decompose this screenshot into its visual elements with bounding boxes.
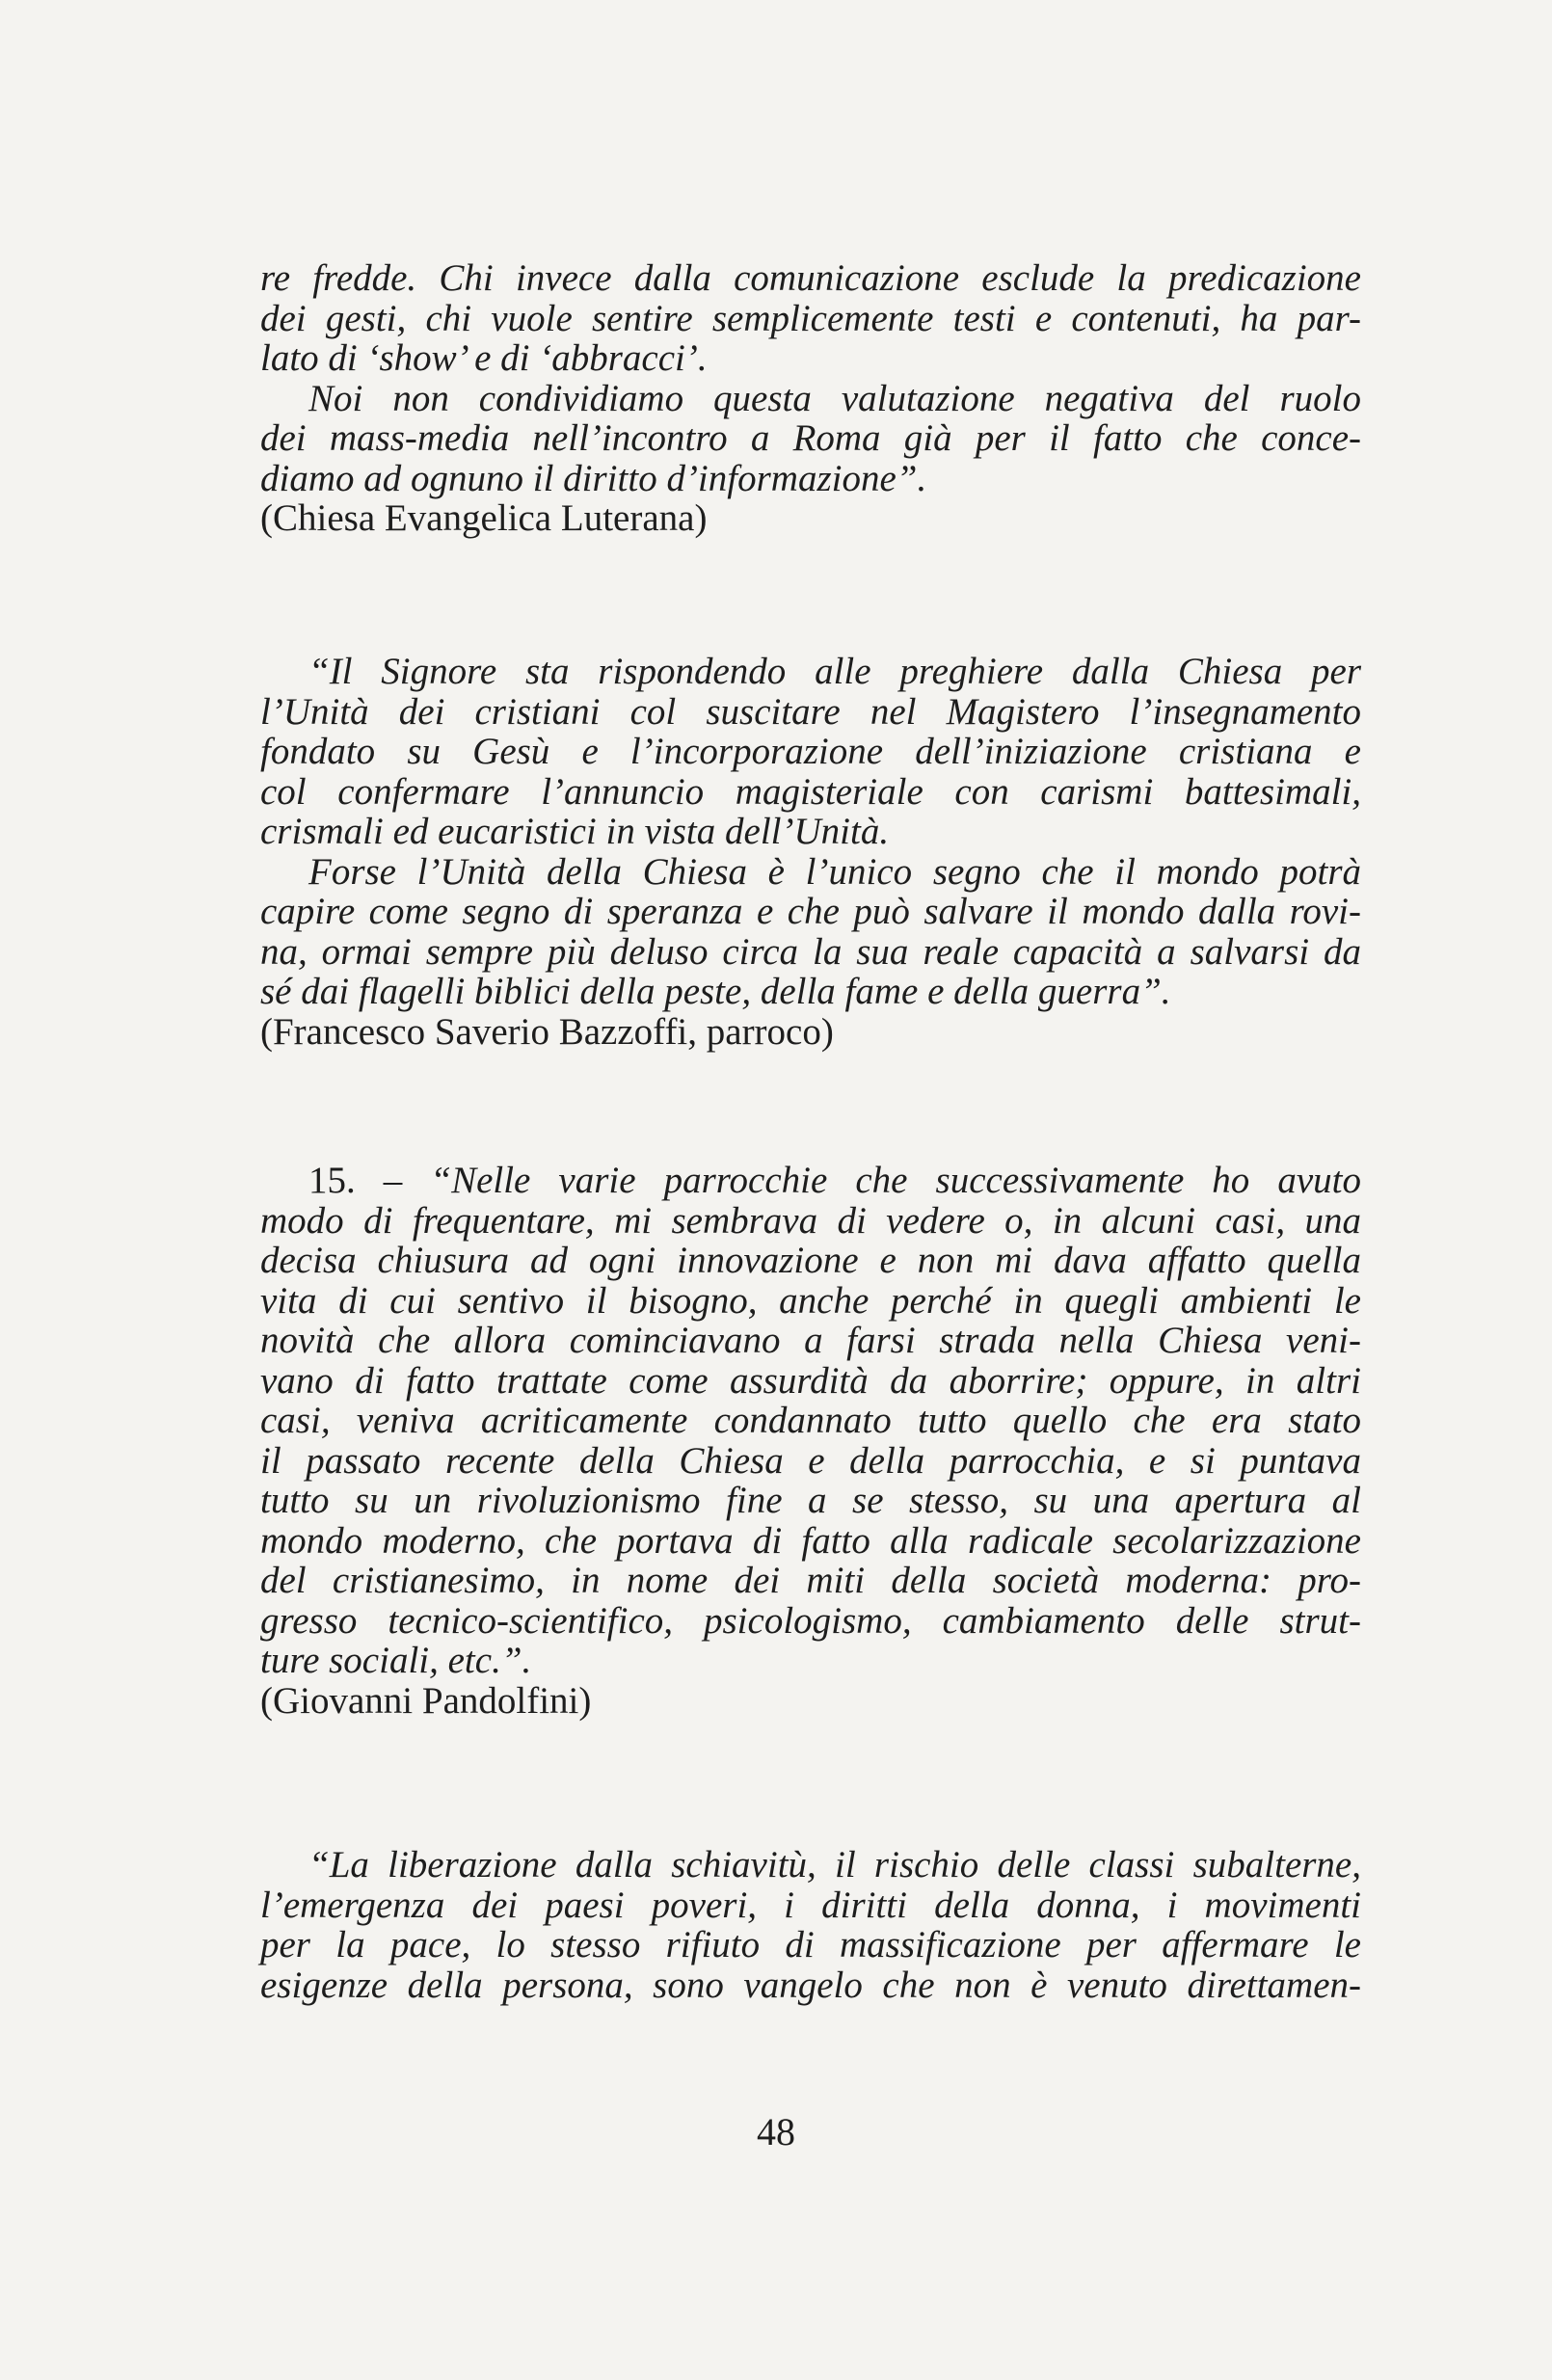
text-line: vano di fatto trattate come assurdità da aborrire; oppure, in altri xyxy=(260,1359,1361,1402)
text-line: dei mass-media nell’incontro a Roma già per il fatto che conce- xyxy=(260,417,1361,459)
text-line: sé dai flagelli biblici della peste, della fame e della guerra”. xyxy=(260,971,1171,1012)
section-number: 15. – xyxy=(308,1160,403,1201)
text-line: crismali ed eucaristici in vista dell’Unità. xyxy=(260,811,890,852)
text-line: Forse l’Unità della Chiesa è l’unico segno che il mondo potrà xyxy=(308,850,1361,893)
text-line: re fredde. Chi invece dalla comunicazione esclude la predicazione xyxy=(260,257,1361,299)
text-line: novità che allora cominciavano a farsi strada nella Chiesa veni- xyxy=(260,1320,1361,1361)
quote-block-liberazione xyxy=(260,1845,1361,2005)
page-number: 48 xyxy=(757,2110,795,2153)
text-line: gresso tecnico-scientifico, psicologismo, cambiamento delle strut- xyxy=(260,1599,1361,1642)
text-line: modo di frequentare, mi sembrava di vedere o, in alcuni casi, una xyxy=(260,1199,1361,1242)
text-line: diamo ad ognuno il diritto d’informazione”. xyxy=(260,457,927,499)
text-line: esigenze della persona, sono vangelo che non è venuto direttamen- xyxy=(260,1964,1361,2006)
text-line: fondato su Gesù e l’incorporazione dell’iniziazione cristiana e xyxy=(260,731,1361,772)
text-line: ture sociali, etc.”. xyxy=(260,1640,532,1681)
text-line: capire come segno di speranza e che può salvare il mondo dalla rovi- xyxy=(260,891,1361,932)
text-line: l’Unità dei cristiani col suscitare nel Magistero l’insegnamento xyxy=(260,690,1361,733)
text-line xyxy=(260,1161,1361,1201)
quote-attribution: (Chiesa Evangelica Luterana) xyxy=(260,497,708,539)
text-line: mondo moderno, che portava di fatto alla radicale secolarizzazione xyxy=(260,1519,1361,1562)
text-line: per la pace, lo stesso rifiuto di massificazione per affermare le xyxy=(260,1924,1361,1966)
text-line: col confermare l’annuncio magisteriale con carismi battesimali, xyxy=(260,770,1361,813)
text-line: Noi non condividiamo questa valutazione negativa del ruolo xyxy=(308,377,1361,419)
quote-attribution: (Giovanni Pandolfini) xyxy=(260,1679,592,1722)
quote-attribution: (Francesco Saverio Bazzoffi, parroco) xyxy=(260,1010,834,1053)
text-line: decisa chiusura ad ogni innovazione e non mi dava affatto quella xyxy=(260,1240,1361,1281)
text-line: lato di ‘show’ e di ‘abbracci’. xyxy=(260,337,708,379)
text-line: del cristianesimo, in nome dei miti della società moderna: pro- xyxy=(260,1560,1361,1601)
quote-block-lutheran xyxy=(260,258,1361,539)
text-line: na, ormai sempre più deluso circa la sua reale capacità a salvarsi da xyxy=(260,930,1361,973)
text-line: dei gesti, chi vuole sentire semplicemente testi e contenuti, ha par- xyxy=(260,297,1361,339)
text-line-content: “Nelle varie parrocchie che successivamente ho avuto xyxy=(430,1160,1362,1201)
text-line: casi, veniva acriticamente condannato tutto quello che era stato xyxy=(260,1400,1361,1441)
text-line: “Il Signore sta rispondendo alle preghiere dalla Chiesa per xyxy=(308,651,1361,692)
text-line: l’emergenza dei paesi poveri, i diritti della donna, i movimenti xyxy=(260,1884,1361,1926)
text-line: tutto su un rivoluzionismo fine a se stesso, su una apertura al xyxy=(260,1480,1361,1521)
quote-block-bazzoffi xyxy=(260,652,1361,1052)
quote-block-pandolfini xyxy=(260,1161,1361,1721)
text-line: vita di cui sentivo il bisogno, anche perché in quegli ambienti le xyxy=(260,1279,1361,1322)
text-line: “La liberazione dalla schiavitù, il rischio delle classi subalterne, xyxy=(308,1844,1361,1885)
text-line: il passato recente della Chiesa e della parrocchia, e si puntava xyxy=(260,1439,1361,1482)
